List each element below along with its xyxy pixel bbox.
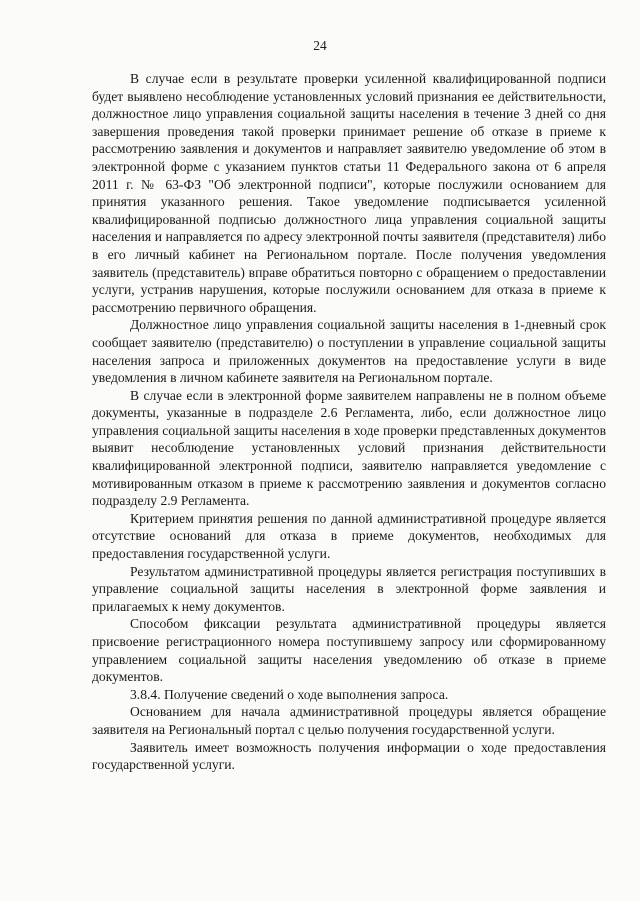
paragraph-status-info: Заявитель имеет возможность получения информации о ходе предоставления государственной услуги.	[92, 739, 606, 773]
paragraph-receipt-notice: Должностное лицо управления социальной защиты населения в 1-дневный срок сообщает заявителю (представителю) о поступлении в управление социальной защиты населения запроса и приложенных документов на предоставление услуги в виде уведомления в личном кабинете заявителя на Региональном портале.	[92, 317, 606, 386]
paragraph-incomplete-documents: В случае если в электронной форме заявителем направлены не в полном объеме документы, указанные в подразделе 2.6 Регламента, либо, если должностное лицо управления социальной защиты населения в ходе проверки представленных документов выявит несоблюдение установленных условий признания действительности квалифицированной электронной подписи, заявителю направляется уведомление с мотивированным отказом в приеме к рассмотрению заявления и документов согласно подразделу 2.9 Регламента.	[92, 387, 606, 509]
paragraph-procedure-basis: Основанием для начала административной процедуры является обращение заявителя на Региональный портал с целью получения государственной услуги.	[92, 704, 606, 737]
section-heading-3-8-4: 3.8.4. Получение сведений о ходе выполнения запроса.	[130, 686, 449, 702]
page-number: 24	[313, 38, 327, 53]
paragraph-procedure-result: Результатом административной процедуры является регистрация поступивших в управление социальной защиты населения в электронной форме заявления и прилагаемых к нему документов.	[92, 563, 606, 614]
paragraph-signature-check: В случае если в результате проверки усиленной квалифицированной подписи будет выявлено несоблюдение установленных условий признания ее действительности, должностное лицо управления социальной защиты населения в течение 3 дней со дня завершения проведения такой проверки принимает решение об отказе в приеме к рассмотрению заявления и документов и направляет заявителю уведомление об этом в электронной форме с указанием пунктов статьи 11 Федерального закона от 6 апреля 2011 г. № 63-ФЗ "Об электронной подписи", которые послужили основанием для принятия указанного решения. Такое уведомление подписывается усиленной квалифицированной подписью должностного лица управления социальной защиты населения и направляется по адресу электронной почты заявителя (представителя) либо в его личный кабинет на Региональном портале. После получения уведомления заявитель (представитель) вправе обратиться повторно с обращением о предоставлении услуги, устранив нарушения, которые послужили основанием для отказа в приеме к рассмотрению первичного обращения.	[92, 71, 606, 315]
document-body	[92, 70, 606, 774]
paragraph-result-fixation: Способом фиксации результата административной процедуры является присвоение регистрационного номера поступившему запросу или сформированному управлением социальной защиты населения уведомлению об отказе в приеме документов.	[92, 616, 606, 685]
paragraph-decision-criterion: Критерием принятия решения по данной административной процедуре является отсутствие оснований для отказа в приеме документов, необходимых для предоставления государственной услуги.	[92, 510, 606, 562]
